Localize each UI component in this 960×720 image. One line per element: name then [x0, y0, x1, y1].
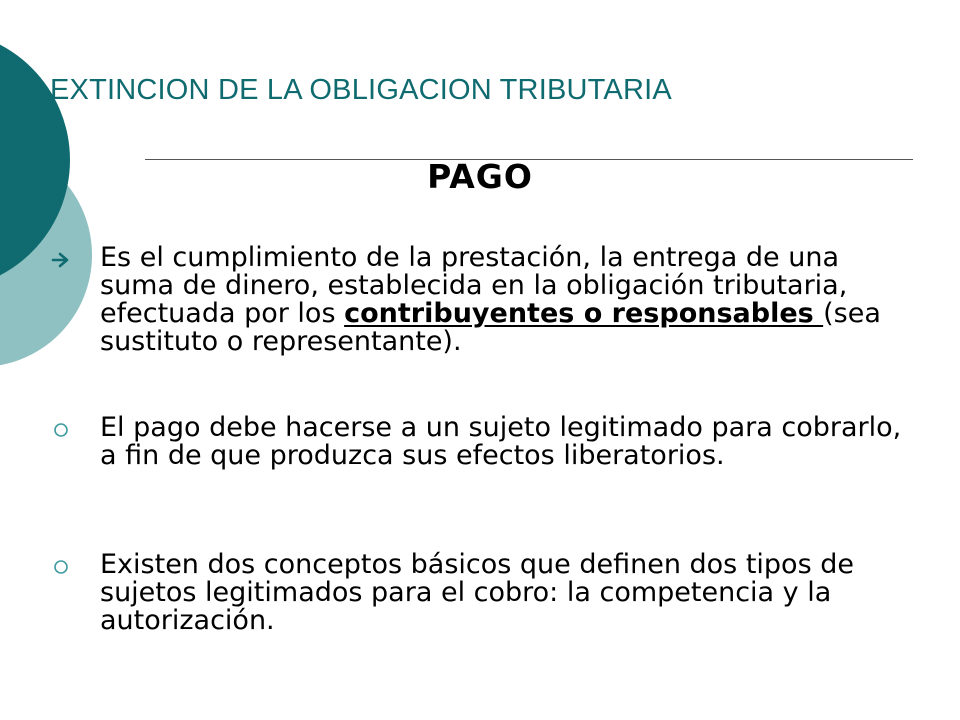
bullet-legitimated-subject: El pago debe hacerse a un sujeto legitimado para cobrarlo, a fin de que produzca sus efectos liberatorios.	[100, 412, 902, 471]
bullet-text-after: (sea sustituto o representante).	[100, 298, 881, 357]
underlined-term: contribuyentes o responsables	[344, 298, 824, 329]
decorative-circles	[0, 0, 120, 420]
arrow-right-icon	[50, 249, 72, 271]
hollow-circle-icon	[50, 556, 72, 578]
bullet-basic-concepts: Existen dos conceptos básicos que definen dos tipos de sujetos legitimados para el cobro: la competencia y la autorización.	[100, 549, 854, 636]
slide-subtitle: PAGO	[427, 157, 533, 196]
hollow-circle-icon	[50, 419, 72, 441]
bullet-text: Es el cumplimiento de la prestación, la entrega de una suma de dinero, establecida en la obligación tributaria, efectuada por los	[100, 242, 848, 329]
bullet-pago-definition	[100, 244, 920, 356]
slide-title: EXTINCION DE LA OBLIGACION TRIBUTARIA	[50, 74, 672, 106]
